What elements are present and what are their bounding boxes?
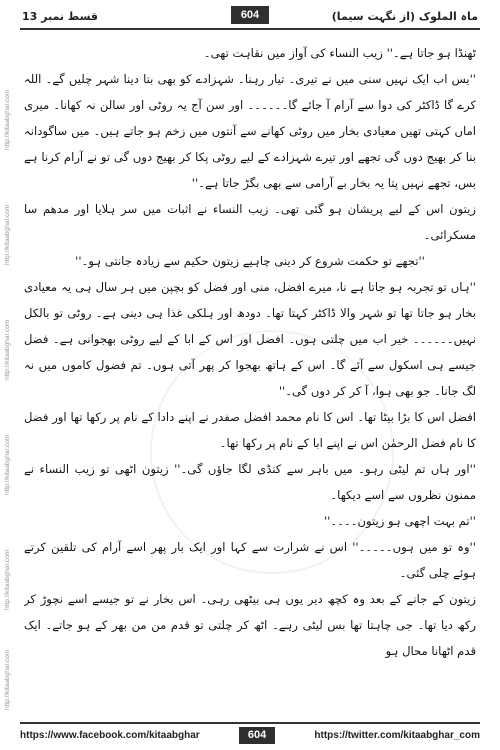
side-watermark-url: http://kitaabghar.com bbox=[4, 89, 11, 150]
facebook-link[interactable]: https://www.facebook.com/kitaabghar bbox=[20, 729, 200, 741]
page-footer bbox=[20, 726, 480, 744]
paragraph: ''اور ہاں تم لیٹی رہو۔ میں باہر سے کنڈی لگا جاؤں گی۔'' زیتون اٹھی تو زیب النساء نے ممنون نظروں سے اسے دیکھا۔ bbox=[24, 462, 476, 502]
episode-label: قسط نمبر 13 bbox=[22, 9, 98, 23]
paragraph: ''تم بہت اچھی ہو زیتون۔۔۔۔'' bbox=[323, 514, 476, 528]
side-watermark-url: http://kitaabghar.com bbox=[4, 204, 11, 265]
footer-divider bbox=[20, 722, 480, 724]
side-watermark-url: http://kitaabghar.com bbox=[4, 649, 11, 710]
story-text bbox=[24, 40, 476, 700]
footer-page-number: 604 bbox=[239, 727, 275, 744]
header-divider bbox=[20, 28, 480, 30]
paragraph: افضل اس کا بڑا بیٹا تھا۔ اس کا نام محمد افضل صفدر نے اپنے دادا کے نام پر رکھا تھا اور فضل کا نام فضل الرحمٰن اس نے اپنے ابا کے نام پر رکھا تھا۔ bbox=[24, 410, 476, 450]
paragraph: ''تجھے تو حکمت شروع کر دینی چاہیے زیتون حکیم سے زیادہ جانتی ہو۔'' bbox=[75, 254, 425, 268]
paragraph: ''بس اب ایک نہیں سنی میں نے تیری۔ تیار رہنا۔ شہزادے کو بھی بتا دینا شہر چلیں گے۔ اللہ کرے گا ڈاکٹر کی دوا سے آرام آ جائے گا۔۔۔۔۔۔ اور سن آج یہ روٹی اور سالن نہ کھانا۔ میری اماں کہتی تھیں معیادی بخار میں روٹی کھانے سے آنتوں میں زخم ہو جاتے ہیں۔ میں ساگودانہ بنا کر بھیج دوں گی تجھے اور تیرے شہزادے کے لیے روٹی پکا کر بھیج دوں گی تو نے آرام کرنا ہے بس، تجھے نہیں پتا یہ بخار بے آرامی سے بھی بگڑ جاتا ہے۔'' bbox=[24, 72, 476, 190]
side-watermark-url: http://kitaabghar.com bbox=[4, 319, 11, 380]
paragraph: ''وہ تو میں ہوں۔۔۔۔۔'' اس نے شرارت سے کہا اور ایک بار پھر اسے آرام کی تلقین کرتے ہوئے چلی گئی۔ bbox=[24, 540, 476, 580]
paragraph: ٹھنڈا ہو جاتا ہے۔'' زیب النساء کی آواز میں نقاہت تھی۔ bbox=[203, 46, 476, 60]
paragraph: زیتون کے جانے کے بعد وہ کچھ دیر یوں ہی بیٹھی رہی۔ اس بخار نے تو جیسے اسے نچوڑ کر رکھ دیا تھا۔ جی چاہتا تھا بس لیٹی رہے۔ اٹھ کر چلتی تو قدم من من بھر کے ہو جاتے۔ ایک قدم اٹھانا محال ہو bbox=[24, 592, 476, 658]
novel-title: ماہ الملوک (از نگہت سیما) bbox=[331, 9, 478, 23]
side-watermark-url: http://kitaabghar.com bbox=[4, 434, 11, 495]
paragraph: زیتون اس کے لیے پریشان ہو گئی تھی۔ زیب النساء نے اثبات میں سر ہلایا اور مدھم سا مسکرائی۔ bbox=[24, 202, 476, 242]
paragraph: ''ہاں تو تجربہ ہو جاتا ہے نا، میرے افضل، منی اور فضل کو بچپن میں ہر سال ہی یہ معیادی بخار ہو جاتا تھا تو شہر والا ڈاکٹر کہتا تھا۔ دودھ اور ہلکی غذا ہی دینی ہے۔ روٹی تو بالکل نہیں۔۔۔۔۔۔ خیر اب میں چلتی ہوں۔ افضل اور اس کے ابا کے لیے روٹی بھجوانی ہے۔ فضل جیسے ہی اسکول سے آئے گا۔ اس کے ہاتھ بھجوا کر پھر آتی ہوں۔ تم فضول کاموں میں نہ لگ جانا۔ جو بھی ہوا، آ کر کر دوں گی۔'' bbox=[24, 280, 476, 398]
page-number-badge: 604 bbox=[231, 6, 269, 24]
twitter-link[interactable]: https://twitter.com/kitaabghar_com bbox=[314, 729, 480, 741]
side-watermark-url: http://kitaabghar.com bbox=[4, 549, 11, 610]
